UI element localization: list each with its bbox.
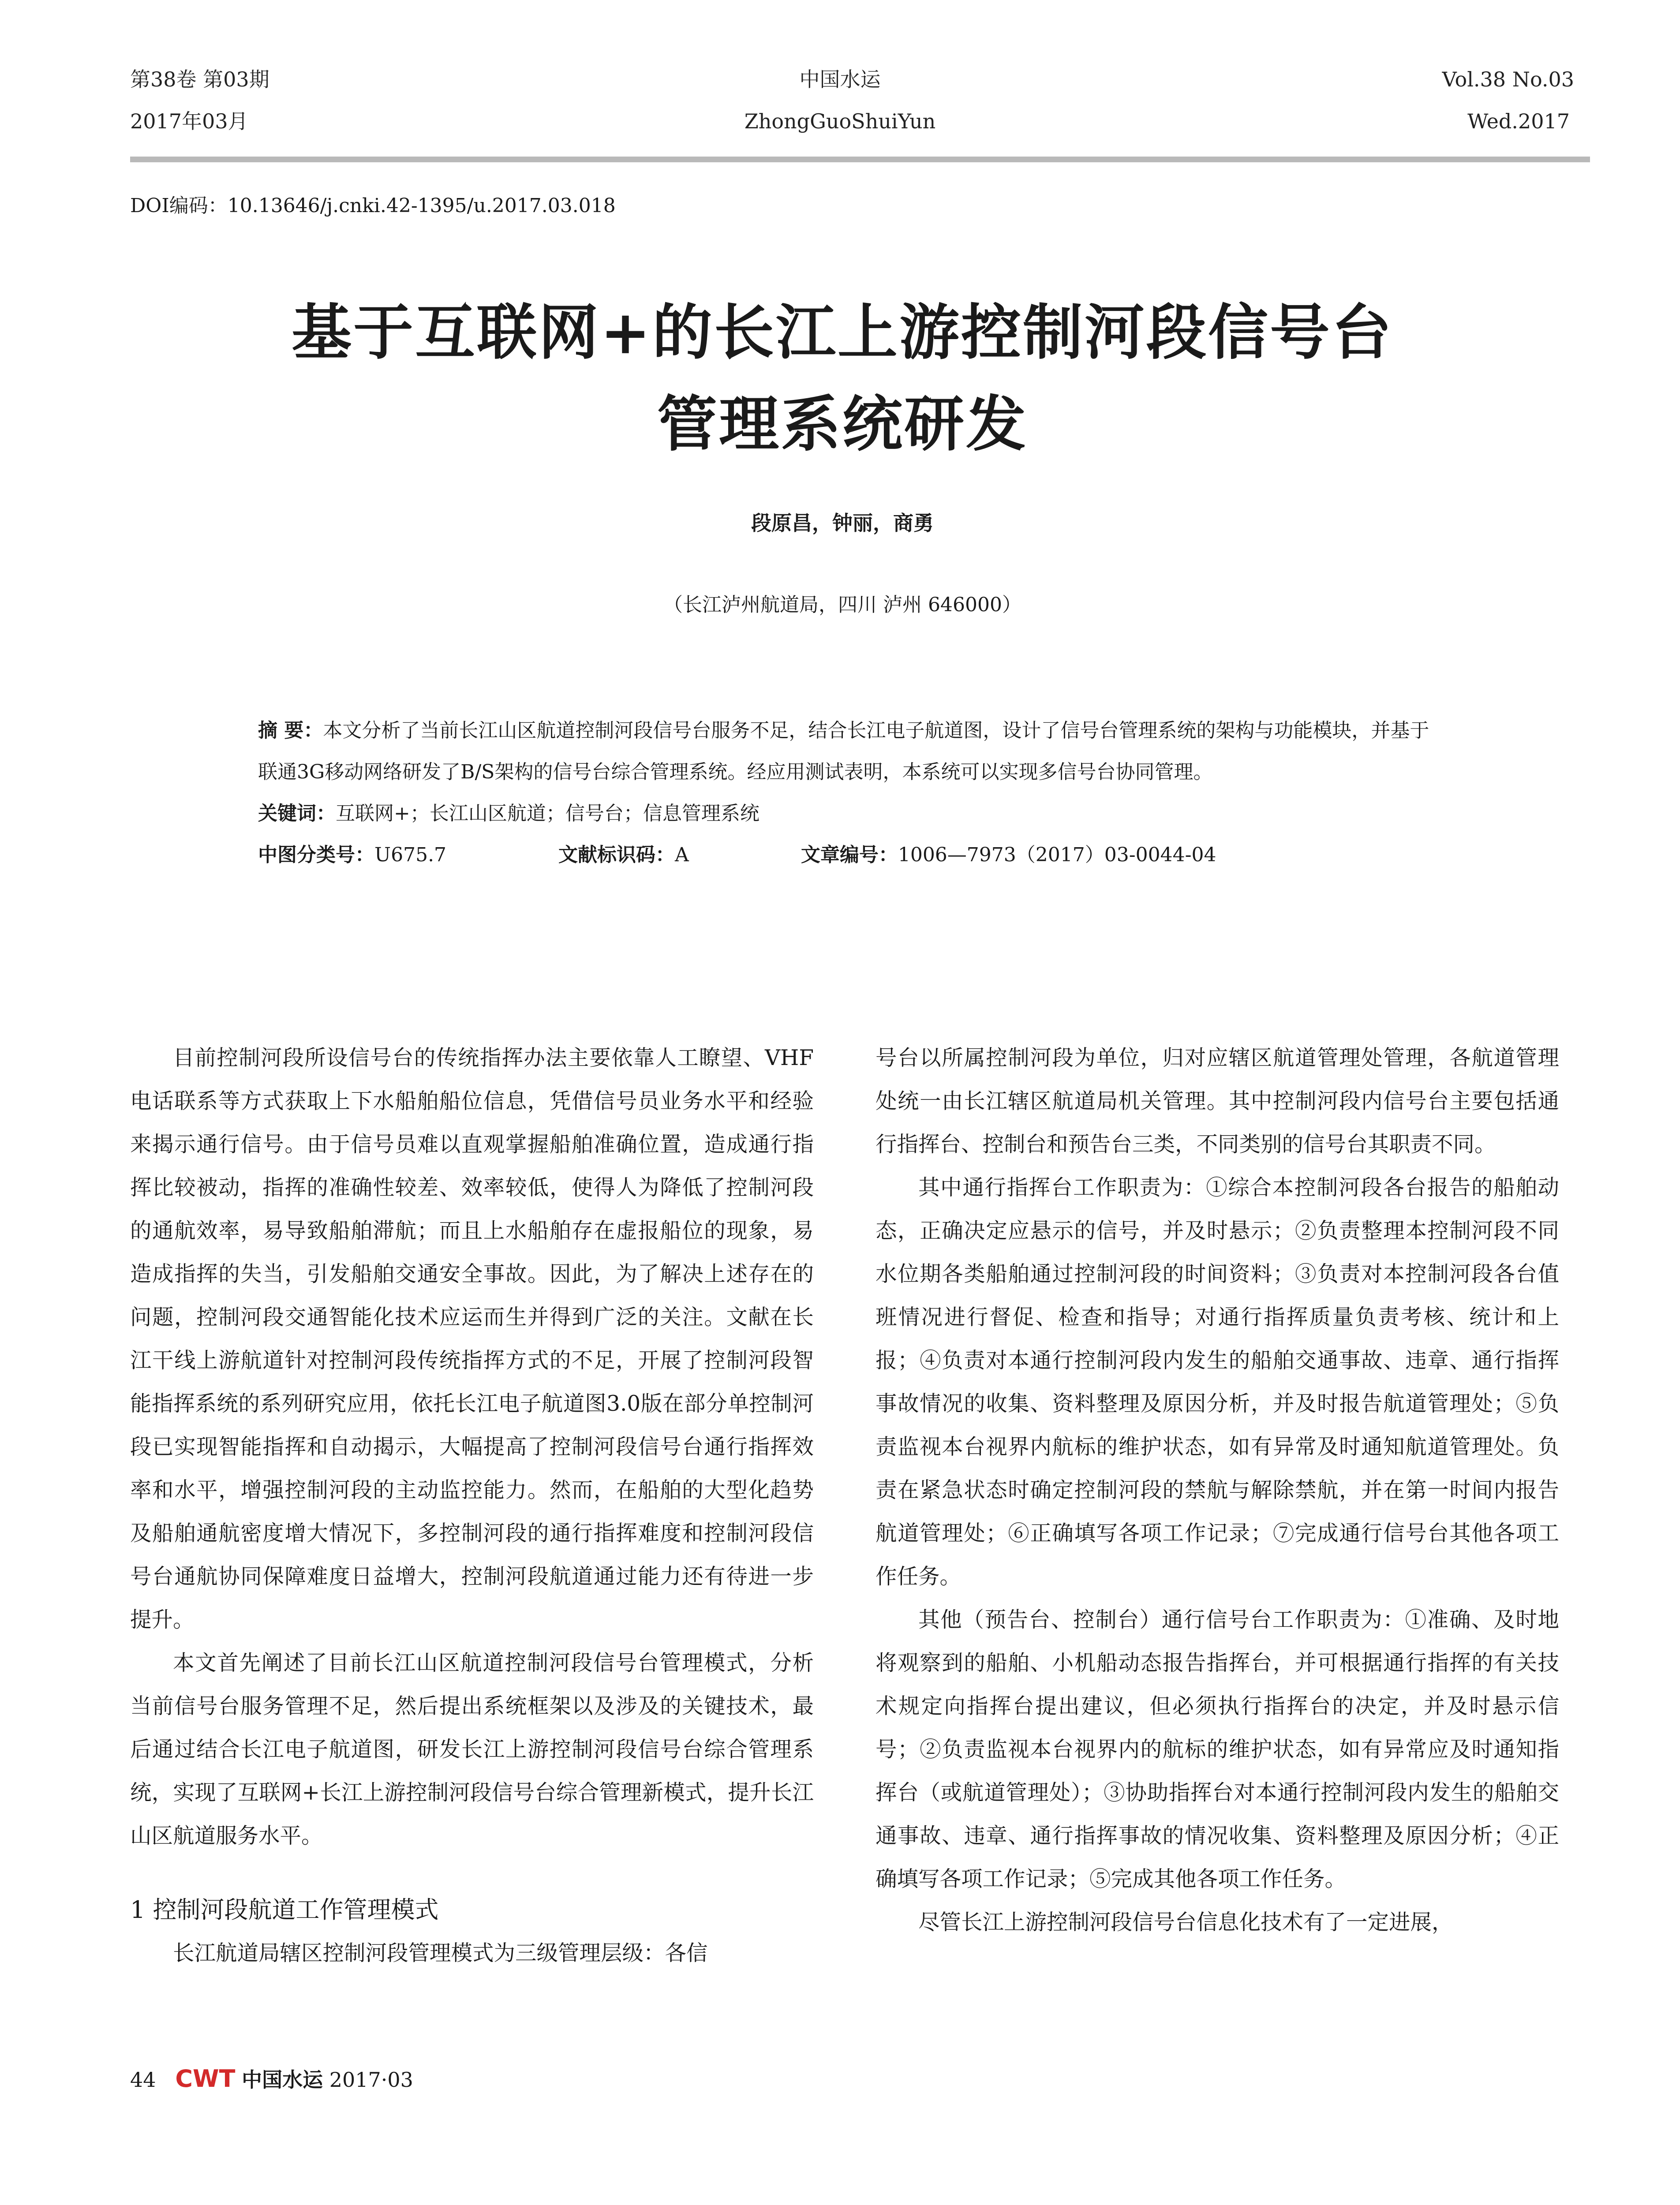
footer-issue: 2017·03 bbox=[329, 2068, 413, 2092]
page-number: 44 bbox=[130, 2068, 156, 2092]
body-paragraph: 长江航道局辖区控制河段管理模式为三级管理层级：各信 bbox=[173, 1941, 708, 1966]
keywords-label: 关键词： bbox=[258, 802, 336, 825]
affiliation: （长江泸州航道局，四川 泸州 646000） bbox=[663, 594, 1021, 616]
title-line-1: 基于互联网+的长江上游控制河段信号台 bbox=[292, 297, 1393, 368]
left-column bbox=[130, 1036, 814, 1975]
doc-code-label: 文献标识码： bbox=[558, 844, 675, 866]
body-paragraph: 尽管长江上游控制河段信号台信息化技术有了一定进展， bbox=[918, 1910, 1453, 1935]
paper-title bbox=[132, 287, 1553, 470]
authors: 段原昌，钟丽，商勇 bbox=[751, 511, 934, 535]
abstract-block bbox=[258, 710, 1440, 876]
body-paragraph: 号台以所属控制河段为单位，归对应辖区航道管理处管理，各航道管理处统一由长江辖区航道局机关管理。其中控制河段内信号台主要包括通行指挥台、控制台和预告台三类，不同类别的信号台其职责不同。 bbox=[876, 1046, 1559, 1157]
date-cn: 2017年03月 bbox=[130, 109, 248, 133]
journal-name-pinyin: ZhongGuoShuiYun bbox=[744, 109, 936, 133]
body-paragraph: 目前控制河段所设信号台的传统指挥办法主要依靠人工瞭望、VHF电话联系等方式获取上下水船舶船位信息，凭借信号员业务水平和经验来揭示通行信号。由于信号员难以直观掌握船舶准确位置，造成通行指挥比较被动，指挥的准确性较差、效率较低，使得人为降低了控制河段的通航效率，易导致船舶滞航；而且上水船舶存在虚报船位的现象，易造成指挥的失当，引发船舶交通安全事故。因此，为了解决上述存在的问题，控制河段交通智能化技术应运而生并得到广泛的关注。文献在长江干线上游航道针对控制河段传统指挥方式的不足，开展了控制河段智能指挥系统的系列研究应用，依托长江电子航道图3.0版在部分单控制河段已实现智能指挥和自动揭示，大幅提高了控制河段信号台通行指挥效率和水平，增强控制河段的主动监控能力。然而，在船舶的大型化趋势及船舶通航密度增大情况下，多控制河段的通行指挥难度和控制河段信号台通航协同保障难度日益增大，控制河段航道通过能力还有待进一步提升。 bbox=[130, 1046, 814, 1632]
clc-value: U675.7 bbox=[374, 844, 447, 866]
abstract bbox=[258, 710, 1440, 793]
body-paragraph: 本文首先阐述了目前长江山区航道控制河段信号台管理模式，分析当前信号台服务管理不足，然后提出系统框架以及涉及的关键技术，最后通过结合长江电子航道图，研发长江上游控制河段信号台综合管理系统，实现了互联网+长江上游控制河段信号台综合管理新模式，提升长江山区航道服务水平。 bbox=[130, 1651, 814, 1848]
doc-code-value: A bbox=[675, 844, 689, 866]
title-line-2: 管理系统研发 bbox=[657, 389, 1028, 460]
article-no-value: 1006—7973（2017）03-0044-04 bbox=[898, 844, 1216, 866]
right-column bbox=[876, 1036, 1559, 1944]
article-no-label: 文章编号： bbox=[801, 844, 898, 866]
abstract-text: 本文分析了当前长江山区航道控制河段信号台服务不足，结合长江电子航道图，设计了信号台管理系统的架构与功能模块，并基于联通3G移动网络研发了B/S架构的信号台综合管理系统。经应用测试表明，本系统可以实现多信号台协同管理。 bbox=[258, 719, 1429, 783]
section-heading: 1 控制河段航道工作管理模式 bbox=[130, 1896, 439, 1924]
body-paragraph: 其中通行指挥台工作职责为：①综合本控制河段各台报告的船舶动态，正确决定应悬示的信号，并及时悬示；②负责整理本控制河段不同水位期各类船舶通过控制河段的时间资料；③负责对本控制河段各台值班情况进行督促、检查和指导；对通行指挥质量负责考核、统计和上报；④负责对本通行控制河段内发生的船舶交通事故、违章、通行指挥事故情况的收集、资料整理及原因分析，并及时报告航道管理处；⑤负责监视本台视界内航标的维护状态，如有异常及时通知航道管理处。负责在紧急状态时确定控制河段的禁航与解除禁航，并在第一时间内报告航道管理处；⑥正确填写各项工作记录；⑦完成通行信号台其他各项工作任务。 bbox=[876, 1175, 1559, 1589]
doi: DOI编码：10.13646/j.cnki.42-1395/u.2017.03.018 bbox=[130, 194, 616, 217]
journal-name-cn: 中国水运 bbox=[799, 67, 881, 91]
footer-journal: 中国水运 bbox=[242, 2068, 323, 2092]
date-en: Wed.2017 bbox=[1467, 109, 1570, 133]
header-rule bbox=[130, 157, 1590, 162]
clc-label: 中图分类号： bbox=[258, 844, 374, 866]
cwt-logo: CWT bbox=[175, 2065, 236, 2093]
abstract-label: 摘 要： bbox=[258, 719, 323, 742]
body-paragraph: 其他（预告台、控制台）通行信号台工作职责为：①准确、及时地将观察到的船舶、小机船动态报告指挥台，并可根据通行指挥的有关技术规定向指挥台提出建议，但必须执行指挥台的决定，并及时悬示信号；②负责监视本台视界内的航标的维护状态，如有异常应及时通知指挥台（或航道管理处）；③协助指挥台对本通行控制河段内发生的船舶交通事故、违章、通行指挥事故的情况收集、资料整理及原因分析；④正确填写各项工作记录；⑤完成其他各项工作任务。 bbox=[876, 1607, 1559, 1891]
page-footer bbox=[130, 2064, 413, 2093]
volume-issue-en: Vol.38 No.03 bbox=[1442, 67, 1574, 91]
keywords bbox=[258, 793, 1440, 834]
volume-issue-cn: 第38卷 第03期 bbox=[130, 67, 269, 91]
keywords-text: 互联网+；长江山区航道；信号台；信息管理系统 bbox=[336, 802, 760, 825]
classification-row bbox=[258, 834, 1440, 876]
